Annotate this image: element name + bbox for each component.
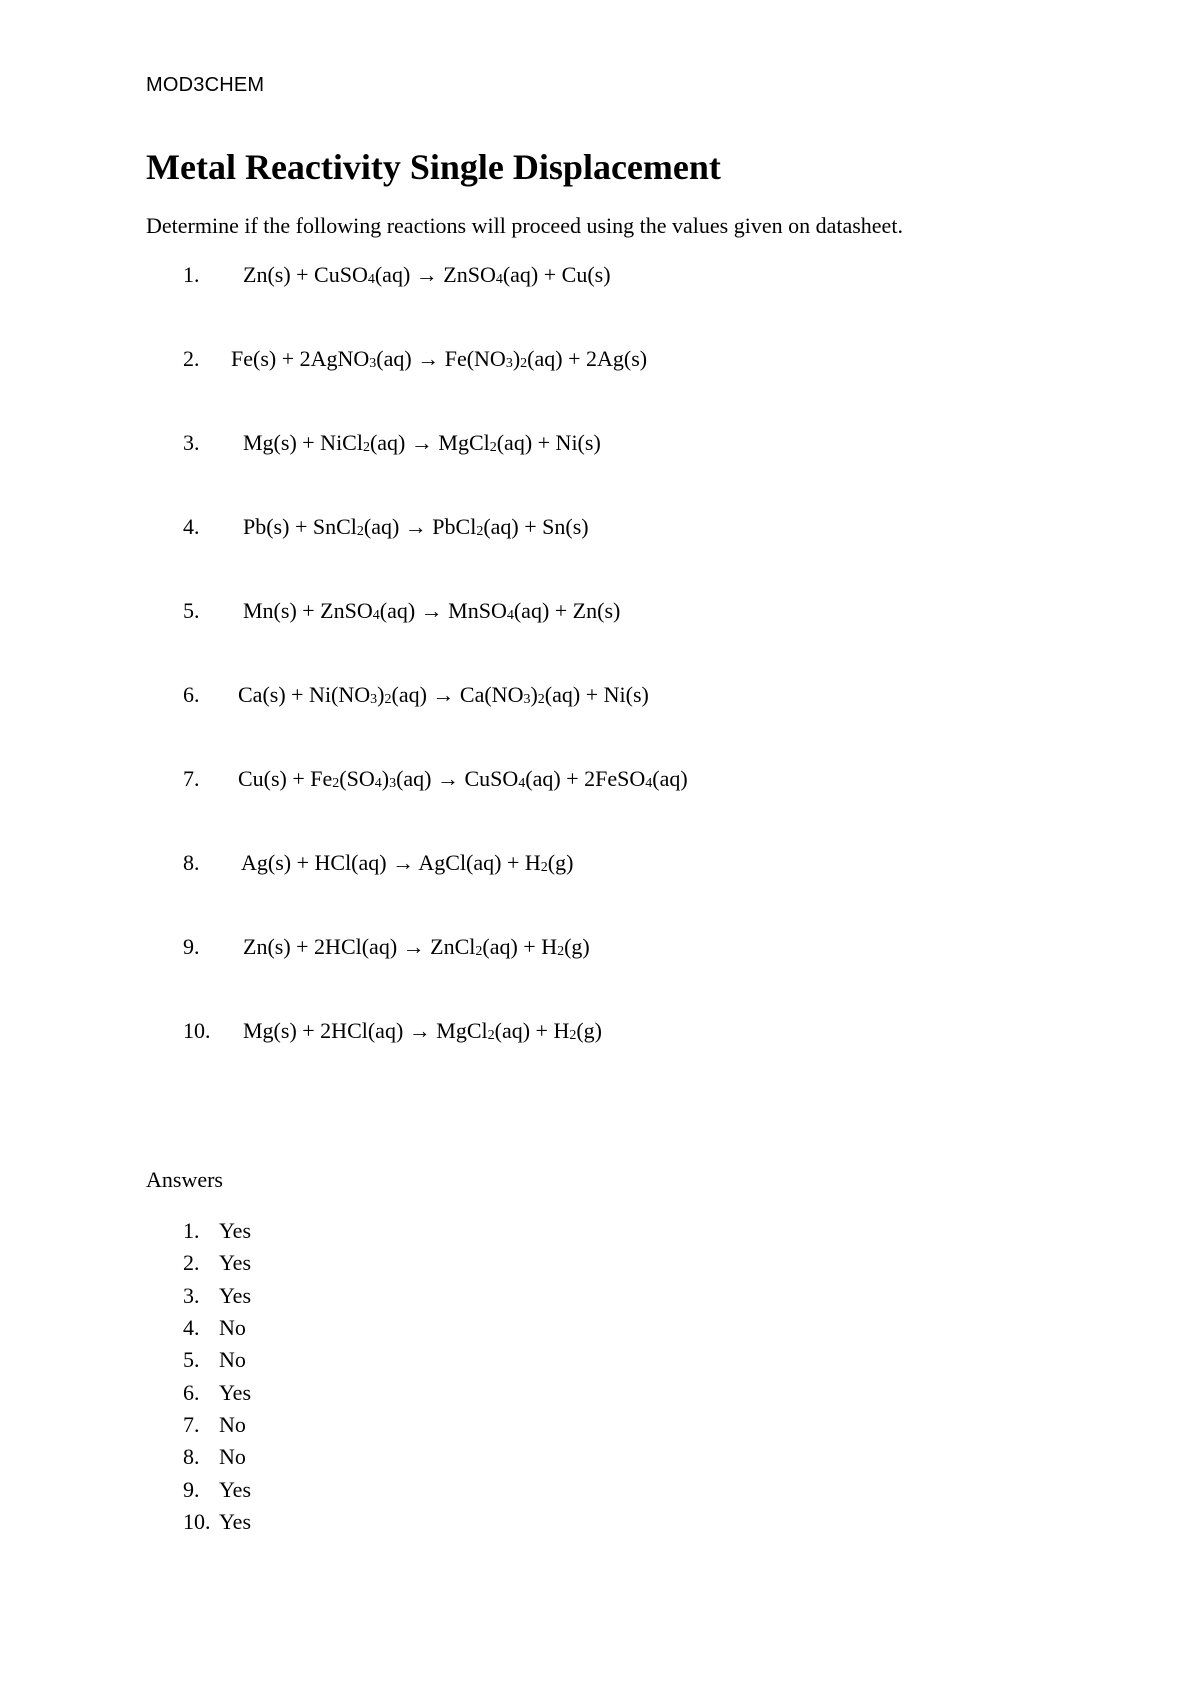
reaction-equation — [243, 260, 611, 290]
answer-item — [183, 1248, 251, 1278]
equation-text: Ca(s) + Ni(NO — [238, 682, 371, 707]
equation-subscript: 2 — [557, 944, 565, 959]
equation-subscript: 3 — [369, 356, 377, 371]
equation-subscript: 4 — [367, 272, 375, 287]
answer-value: Yes — [219, 1509, 252, 1534]
equation-text: ) — [512, 346, 521, 371]
answer-value: No — [219, 1347, 246, 1372]
equation-text: Mn(s) + ZnSO — [243, 598, 373, 623]
equation-text: Fe(s) + 2AgNO — [231, 346, 370, 371]
reaction-item — [183, 764, 688, 794]
equation-text: (aq) + H — [482, 934, 558, 959]
equation-text: Mg(s) + 2HCl(aq) → MgCl — [243, 1018, 488, 1043]
equation-text: (g) — [564, 934, 590, 959]
equation-text: Mg(s) + NiCl — [243, 430, 363, 455]
equation-text: (aq) → ZnSO — [374, 262, 496, 287]
equation-text: (aq) → PbCl — [363, 514, 477, 539]
answer-value: Yes — [219, 1218, 252, 1243]
reaction-number: 9. — [183, 934, 200, 959]
equation-subscript: 2 — [362, 440, 370, 455]
reaction-number: 7. — [183, 766, 200, 791]
reaction-equation — [243, 428, 601, 458]
equation-text: (SO — [339, 766, 375, 791]
answer-number: 6. — [183, 1380, 200, 1405]
equation-text: Pb(s) + SnCl — [243, 514, 357, 539]
answer-number: 2. — [183, 1250, 200, 1275]
answer-value: Yes — [219, 1283, 252, 1308]
answer-value: No — [219, 1444, 246, 1469]
equation-text: (aq) + Cu(s) — [502, 262, 611, 287]
equation-subscript: 2 — [475, 944, 483, 959]
equation-subscript: 2 — [356, 524, 364, 539]
equation-subscript: 2 — [332, 776, 340, 791]
reaction-item — [183, 848, 574, 878]
equation-text: Cu(s) + Fe — [238, 766, 333, 791]
answer-item — [183, 1216, 251, 1246]
course-code-header: MOD3CHEM — [146, 74, 265, 96]
equation-text: (aq) → Ca(NO — [391, 682, 524, 707]
reaction-number: 5. — [183, 598, 200, 623]
equation-subscript: 3 — [389, 776, 397, 791]
equation-subscript: 4 — [495, 272, 503, 287]
answer-item — [183, 1442, 246, 1472]
equation-subscript: 3 — [370, 692, 378, 707]
reaction-number: 3. — [183, 430, 200, 455]
equation-subscript: 2 — [569, 1028, 577, 1043]
answer-value: Yes — [219, 1250, 252, 1275]
equation-text: (aq) + 2Ag(s) — [527, 346, 648, 371]
reaction-equation — [238, 680, 649, 710]
reaction-item — [183, 512, 589, 542]
reaction-number: 8. — [183, 850, 200, 875]
answer-number: 1. — [183, 1218, 200, 1243]
equation-text: (aq) → CuSO — [396, 766, 519, 791]
reaction-number: 1. — [183, 262, 200, 287]
equation-subscript: 3 — [523, 692, 531, 707]
equation-text: (aq) + Ni(s) — [544, 682, 649, 707]
answer-item — [183, 1345, 246, 1375]
equation-subscript: 2 — [487, 1028, 495, 1043]
equation-text: ) — [377, 682, 385, 707]
equation-subscript: 2 — [540, 860, 548, 875]
answer-number: 10. — [183, 1509, 211, 1534]
answer-item — [183, 1313, 246, 1343]
answer-item — [183, 1410, 246, 1440]
equation-text: ) — [530, 682, 538, 707]
equation-text: (g) — [576, 1018, 602, 1043]
equation-subscript: 2 — [537, 692, 545, 707]
reaction-equation — [243, 932, 590, 962]
answer-number: 3. — [183, 1283, 200, 1308]
equation-text: (aq) + 2FeSO — [525, 766, 646, 791]
equation-text: (aq) + Zn(s) — [513, 598, 621, 623]
answer-item — [183, 1281, 251, 1311]
reaction-number: 10. — [183, 1018, 211, 1043]
reaction-equation — [231, 344, 647, 374]
answer-item — [183, 1507, 251, 1537]
reaction-item — [183, 344, 648, 374]
equation-text: Zn(s) + CuSO — [243, 262, 368, 287]
equation-text: (g) — [547, 850, 574, 875]
equation-subscript: 2 — [384, 692, 392, 707]
reaction-item — [183, 428, 601, 458]
equation-text: Zn(s) + 2HCl(aq) → ZnCl — [243, 934, 476, 959]
equation-subscript: 4 — [518, 776, 526, 791]
equation-subscript: 2 — [489, 440, 497, 455]
equation-subscript: 2 — [476, 524, 484, 539]
equation-text: ) — [381, 766, 390, 791]
answer-value: No — [219, 1315, 246, 1340]
equation-text: (aq) → MgCl — [369, 430, 490, 455]
reaction-equation — [241, 848, 573, 878]
reaction-number: 4. — [183, 514, 200, 539]
equation-text: (aq) + Ni(s) — [496, 430, 601, 455]
reaction-equation — [238, 764, 688, 794]
reaction-number: 2. — [183, 346, 200, 371]
answer-number: 9. — [183, 1477, 200, 1502]
equation-text: (aq) → Fe(NO — [376, 346, 506, 371]
equation-text: (aq) + Sn(s) — [483, 514, 589, 539]
reaction-equation — [243, 512, 589, 542]
equation-subscript: 4 — [374, 776, 382, 791]
equation-subscript: 2 — [520, 356, 528, 371]
equation-subscript: 4 — [645, 776, 653, 791]
equation-text: (aq) — [652, 766, 688, 791]
answer-value: Yes — [219, 1477, 252, 1502]
reaction-item — [183, 260, 611, 290]
reaction-item — [183, 932, 590, 962]
equation-text: Ag(s) + HCl(aq) → AgCl(aq) + H — [241, 850, 541, 875]
reaction-equation — [243, 596, 620, 626]
answers-heading: Answers — [146, 1167, 223, 1192]
reaction-number: 6. — [183, 682, 200, 707]
answer-value: Yes — [219, 1380, 252, 1405]
reaction-equation — [243, 1016, 602, 1046]
answer-number: 4. — [183, 1315, 200, 1340]
answer-number: 7. — [183, 1412, 200, 1437]
equation-subscript: 4 — [372, 608, 380, 623]
answer-item — [183, 1475, 251, 1505]
equation-text: (aq) + H — [494, 1018, 570, 1043]
page-title: Metal Reactivity Single Displacement — [146, 147, 721, 187]
answer-value: No — [219, 1412, 246, 1437]
instruction-text: Determine if the following reactions will proceed using the values given on datasheet. — [146, 213, 903, 238]
equation-subscript: 3 — [505, 356, 513, 371]
reaction-item — [183, 1016, 602, 1046]
equation-subscript: 4 — [506, 608, 514, 623]
equation-text: (aq) → MnSO — [379, 598, 507, 623]
reaction-item — [183, 596, 621, 626]
answer-item — [183, 1378, 251, 1408]
answer-number: 5. — [183, 1347, 200, 1372]
answer-number: 8. — [183, 1444, 200, 1469]
